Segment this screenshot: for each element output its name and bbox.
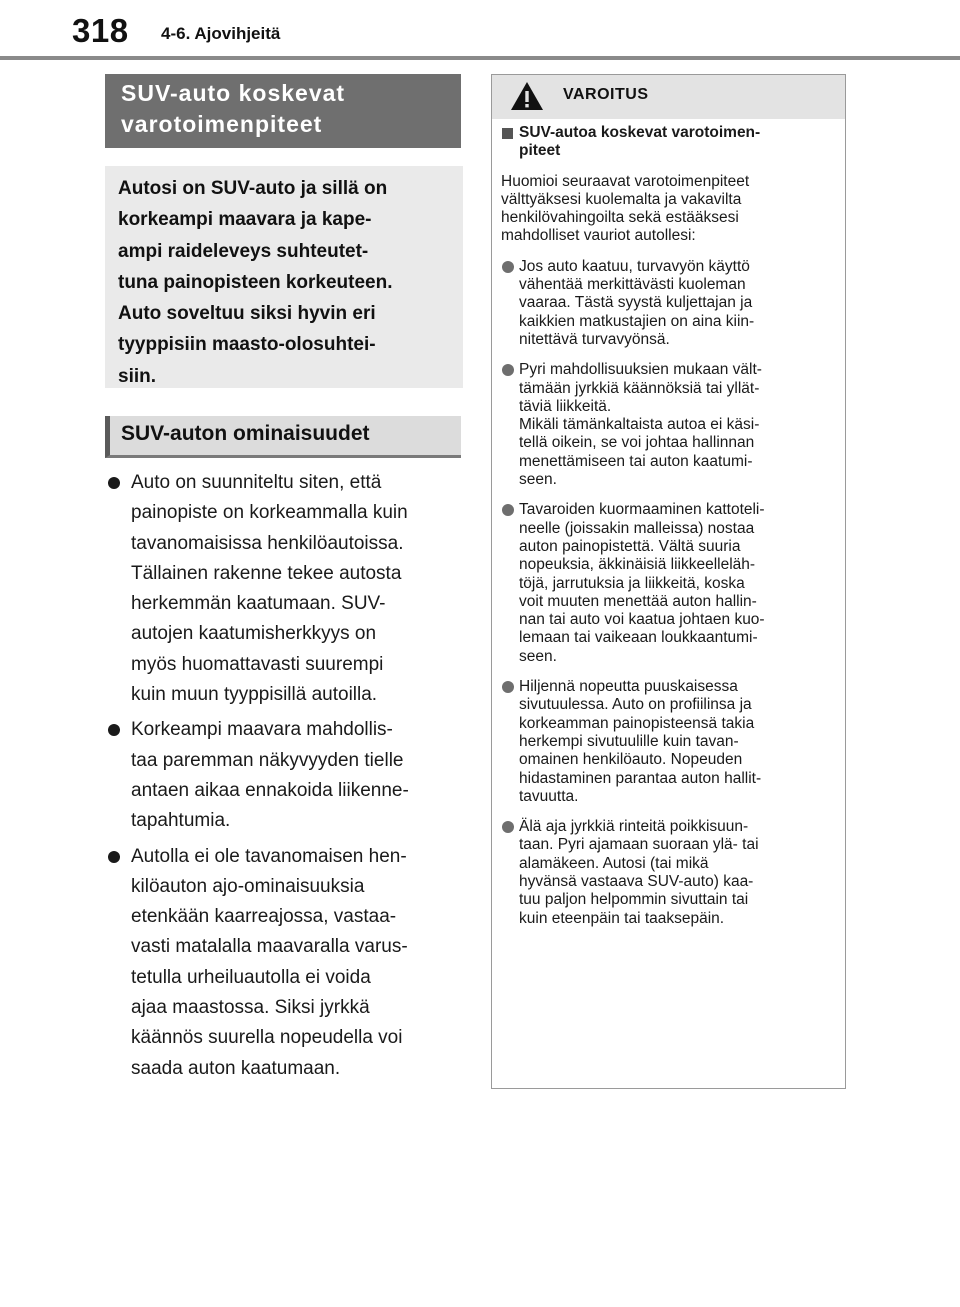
list-item xyxy=(106,842,466,1084)
warning-line: töjä, jarrutuksia ja liikkeitä, koska xyxy=(519,574,745,592)
intro-line: tuna painopisteen korkeuteen. xyxy=(118,271,393,293)
warning-line: Mikäli tämänkaltaista autoa ei käsi- xyxy=(519,416,760,434)
warning-intro-line: mahdolliset vauriot autollesi: xyxy=(501,227,696,245)
bullet-dot-icon xyxy=(502,504,514,516)
header-rule xyxy=(0,56,960,60)
list-line: Autolla ei ole tavanomaisen hen- xyxy=(131,845,407,867)
warning-intro xyxy=(501,173,841,246)
list-line: etenkään kaarreajossa, vastaa- xyxy=(131,906,397,928)
list-line: herkemmän kaatumaan. SUV- xyxy=(131,593,386,615)
warning-line: tuu paljon helpommin sivuttain tai xyxy=(519,891,749,909)
warning-line: lemaan tai vaikeaan loukkaantumi- xyxy=(519,629,758,647)
list-line: tapahtumia. xyxy=(131,810,231,832)
section-title: 4-6. Ajovihjeitä xyxy=(161,24,281,43)
topic-title-band xyxy=(105,74,461,148)
warning-line: Tavaroiden kuormaaminen kattoteli- xyxy=(519,501,765,519)
list-line: kuin muun tyyppisillä autoilla. xyxy=(131,684,378,706)
list-line: tetulla urheiluautolla ei voida xyxy=(131,966,371,988)
warning-list-item xyxy=(501,361,841,489)
warning-intro-line: välttyäksesi kuolemalta ja vakavilta xyxy=(501,190,742,208)
warning-subheading-line: SUV-autoa koskevat varotoimen- xyxy=(519,124,761,141)
bullet-dot-icon xyxy=(502,261,514,273)
warning-line: Hiljennä nopeutta puuskaisessa xyxy=(519,678,738,696)
warning-line: neelle (joissakin malleissa) nostaa xyxy=(519,519,755,537)
feature-list xyxy=(106,468,466,1089)
list-line: taa paremman näkyvyyden tielle xyxy=(131,749,404,771)
list-line: Korkeampi maavara mahdollis- xyxy=(131,719,393,741)
warning-line: hidastaminen parantaa auton hallit- xyxy=(519,769,762,787)
warning-line: sivutuulessa. Auto on profiilinsa ja xyxy=(519,696,752,714)
list-line: Auto on suunniteltu siten, että xyxy=(131,472,382,493)
bullet-dot-icon xyxy=(108,477,120,489)
warning-intro-line: henkilövahingoilta sekä estääksesi xyxy=(501,209,739,227)
list-line: painopiste on korkeammalla kuin xyxy=(131,502,408,524)
warning-line: menettämiseen tai auton kaatumi- xyxy=(519,452,753,470)
bullet-dot-icon xyxy=(108,724,120,736)
list-item xyxy=(106,468,466,710)
warning-line: vähentää merkittävästi kuoleman xyxy=(519,276,746,294)
list-line: Tällainen rakenne tekee autosta xyxy=(131,562,402,584)
list-line: ajaa maastossa. Siksi jyrkkä xyxy=(131,997,370,1019)
warning-line: alamäkeen. Autosi (tai mikä xyxy=(519,854,709,872)
intro-box xyxy=(105,166,463,388)
list-line: vasti matalalla maavaralla varus- xyxy=(131,936,408,958)
list-line: antaen aikaa ennakoida liikenne- xyxy=(131,779,409,801)
warning-subheading-line: piteet xyxy=(519,142,561,160)
bullet-dot-icon xyxy=(502,681,514,693)
warning-line: auton painopistettä. Vältä suuria xyxy=(519,537,741,555)
warning-title: VAROITUS xyxy=(563,86,649,103)
warning-body xyxy=(501,124,841,940)
warning-intro-line: Huomioi seuraavat varotoimenpiteet xyxy=(501,172,750,190)
bullet-dot-icon xyxy=(108,851,120,863)
list-line: käännös suurella nopeudella voi xyxy=(131,1027,403,1049)
bullet-dot-icon xyxy=(502,821,514,833)
intro-line: tyyppisiin maasto-olosuhtei- xyxy=(118,334,376,356)
list-line: kilöauton ajo-ominaisuuksia xyxy=(131,875,365,897)
warning-line: Jos auto kaatuu, turvavyön käyttö xyxy=(519,257,750,275)
list-line: myös huomattavasti suurempi xyxy=(131,653,384,675)
warning-subheading xyxy=(501,124,841,161)
subheading xyxy=(105,416,461,458)
warning-line: täviä liikkeitä. xyxy=(519,397,612,415)
warning-line: taan. Pyri ajamaan suoraan ylä- tai xyxy=(519,836,759,854)
topic-title-line: varotoimenpiteet xyxy=(121,111,323,137)
warning-line: Pyri mahdollisuuksien mukaan vält- xyxy=(519,361,762,379)
warning-list-item xyxy=(501,818,841,928)
warning-line: nopeuksia, äkkinäisiä liikkeelleläh- xyxy=(519,556,756,574)
warning-line: seen. xyxy=(519,471,557,489)
list-line: saada auton kaatumaan. xyxy=(131,1057,341,1079)
warning-header xyxy=(492,75,845,119)
warning-line: omainen henkilöauto. Nopeuden xyxy=(519,751,743,769)
topic-title-line: SUV-auto koskevat xyxy=(121,80,346,106)
warning-line: herkempi sivutuulille kuin tavan- xyxy=(519,732,739,750)
warning-line: voit muuten menettää auton hallin- xyxy=(519,592,757,610)
intro-line: Auto soveltuu siksi hyvin eri xyxy=(118,303,376,325)
warning-line: seen. xyxy=(519,647,557,665)
warning-line: kaikkien matkustajien on aina kiin- xyxy=(519,312,755,330)
warning-line: hyvänsä vastaava SUV-auto) kaa- xyxy=(519,872,754,890)
warning-line: nitettävä turvavyönsä. xyxy=(519,330,670,348)
intro-line: ampi raideleveys suhteutet- xyxy=(118,240,369,262)
bullet-dot-icon xyxy=(502,364,514,376)
square-bullet-icon xyxy=(502,128,513,139)
warning-line: Älä aja jyrkkiä rinteitä poikkisuun- xyxy=(519,818,749,836)
warning-list-item xyxy=(501,258,841,349)
warning-box xyxy=(491,74,846,1089)
warning-line: korkeamman painopisteensä takia xyxy=(519,714,755,732)
page-number: 318 xyxy=(72,12,129,49)
warning-line: tellä oikein, se voi johtaa hallinnan xyxy=(519,434,755,452)
page-header xyxy=(0,0,960,60)
warning-line: vaaraa. Tästä syystä kuljettajan ja xyxy=(519,294,753,312)
warning-line: tavuutta. xyxy=(519,787,579,805)
warning-list-item xyxy=(501,678,841,806)
subheading-text: SUV-auton ominaisuudet xyxy=(121,422,370,445)
warning-line: tämään jyrkkiä käännöksiä tai yllät- xyxy=(519,379,760,397)
warning-line: kuin eteenpäin tai taaksepäin. xyxy=(519,909,725,927)
list-item xyxy=(106,715,466,836)
warning-triangle-icon xyxy=(510,81,544,111)
intro-line: korkeampi maavara ja kape- xyxy=(118,209,372,231)
intro-line: siin. xyxy=(118,365,157,387)
list-line: tavanomaisissa henkilöautoissa. xyxy=(131,532,404,554)
list-line: autojen kaatumisherkkyys on xyxy=(131,623,377,645)
warning-list-item xyxy=(501,501,841,666)
warning-line: nan tai auto voi kaatua johtaen kuo- xyxy=(519,611,765,629)
intro-line: Autosi on SUV-auto ja sillä on xyxy=(118,178,388,199)
